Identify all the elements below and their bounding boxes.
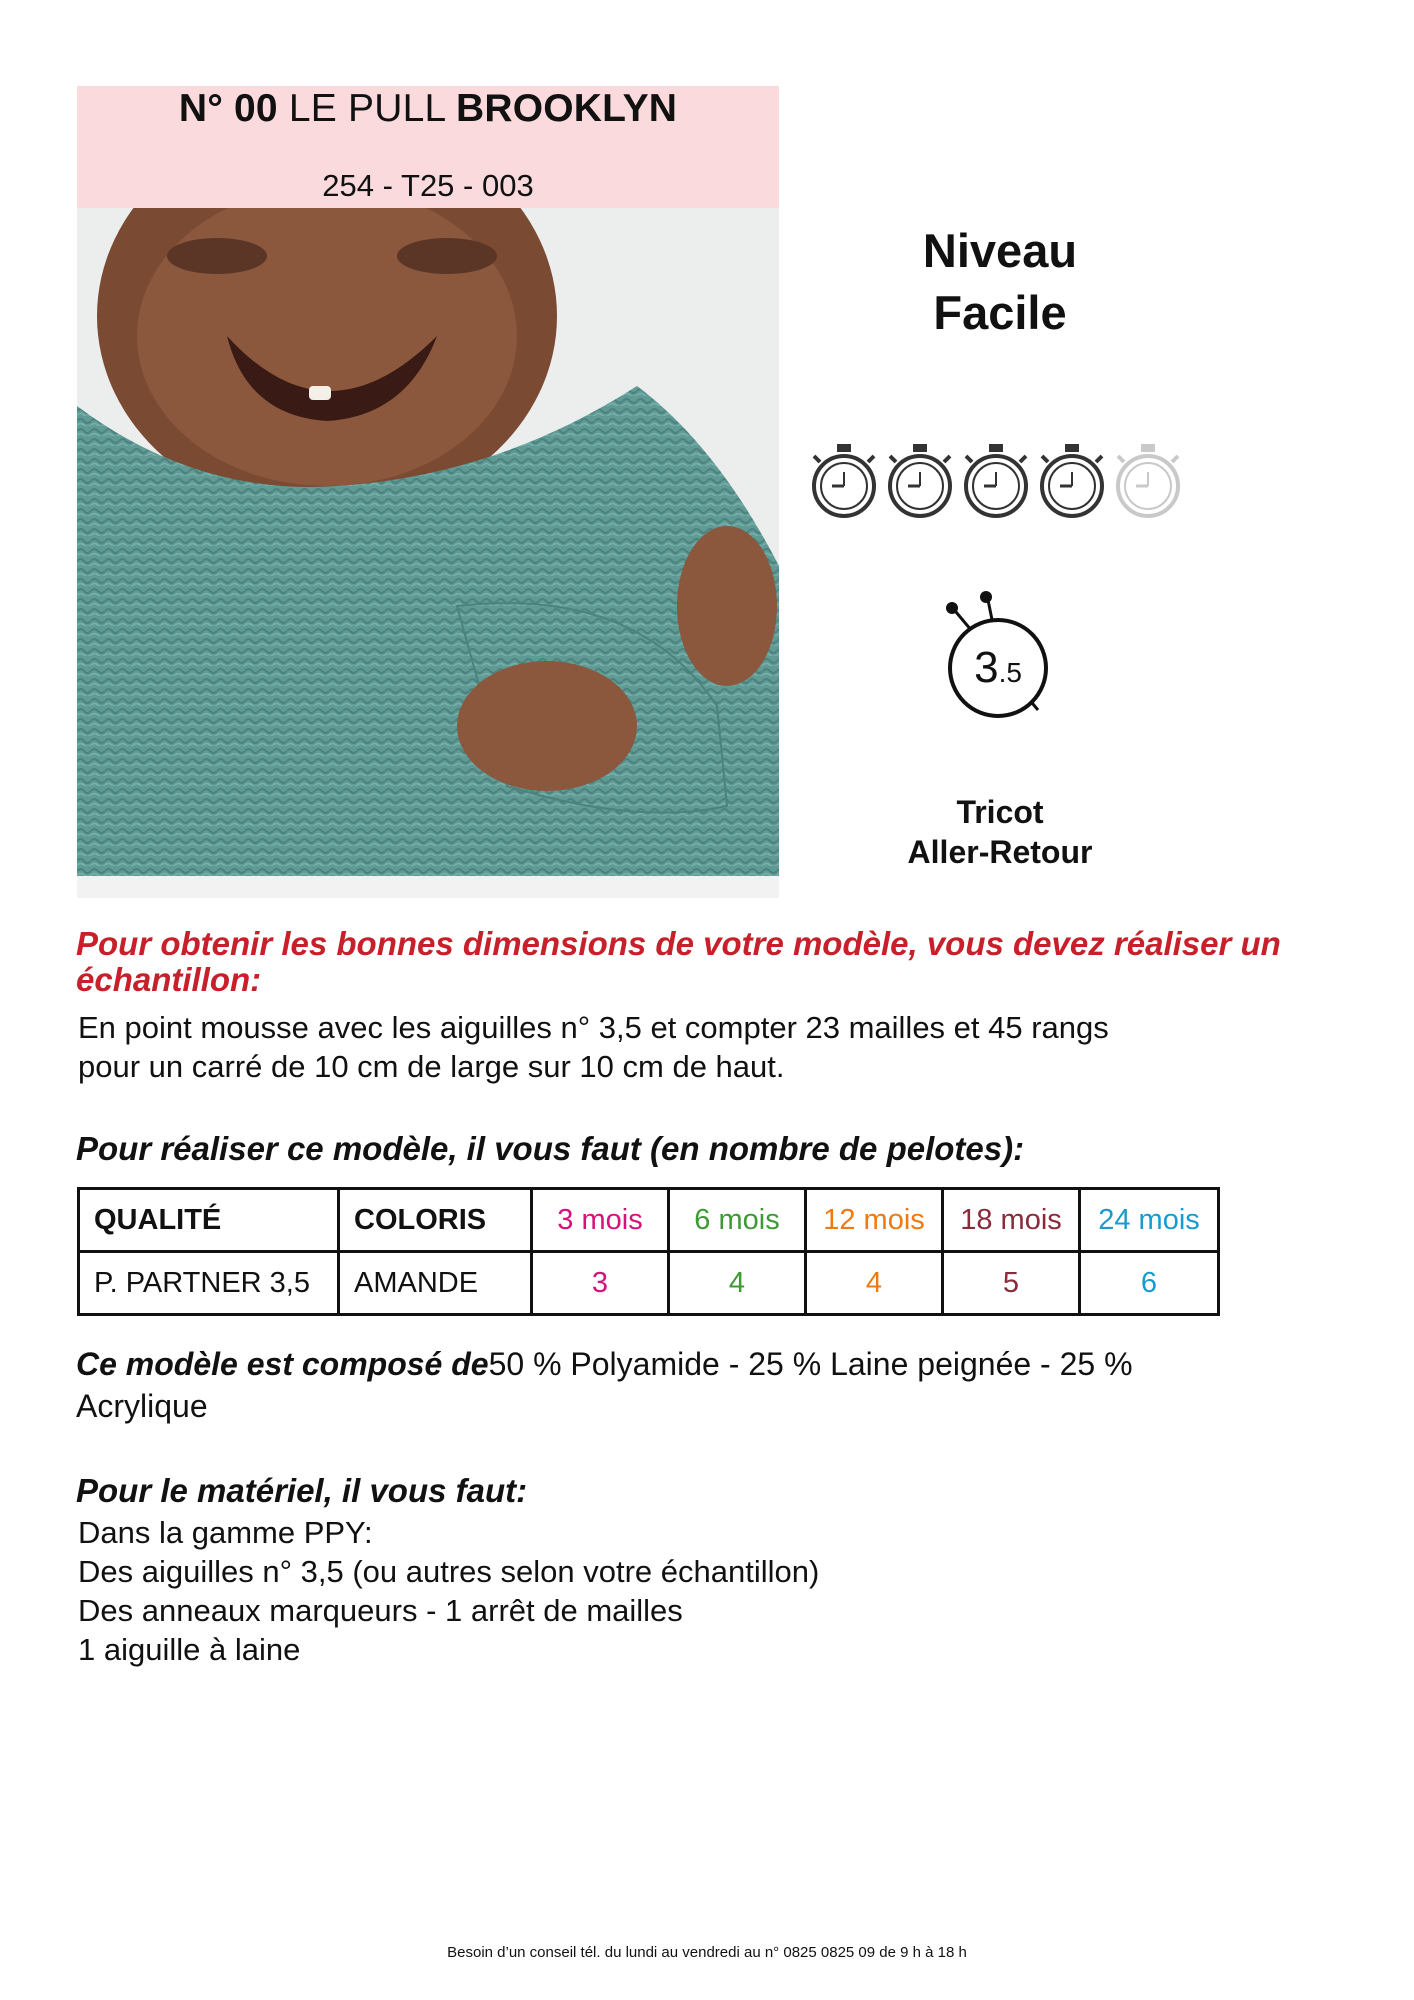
needle-size-sub: .5 [998, 657, 1022, 688]
cell-balls: 4 [806, 1252, 943, 1315]
stopwatch-icon [814, 444, 874, 516]
composition-heading: Ce modèle est composé de [76, 1346, 489, 1382]
material-list [78, 1513, 819, 1669]
difficulty-rating [804, 442, 1194, 522]
technique-line2: Aller-Retour [907, 834, 1093, 870]
yarn-table [77, 1187, 1220, 1316]
footer-help-text: Besoin d’un conseil tél. du lundi au vendredi au n° 0825 0825 09 de 9 h à 18 h [447, 1944, 967, 1961]
technique-line1: Tricot [956, 794, 1044, 830]
col-quality: QUALITÉ [79, 1189, 339, 1252]
yarn-heading: Pour réaliser ce modèle, il vous faut (en nombre de pelotes): [76, 1130, 1025, 1167]
gauge-heading: Pour obtenir les bonnes dimensions de votre modèle, vous devez réaliser un échantillon: [76, 925, 1281, 998]
col-size: 24 mois [1080, 1189, 1219, 1252]
list-item: Des anneaux marqueurs - 1 arrêt de mailles [78, 1593, 683, 1628]
level-value: Facile [933, 286, 1067, 339]
material-heading: Pour le matériel, il vous faut: [76, 1472, 528, 1509]
cell-balls: 5 [943, 1252, 1080, 1315]
stopwatch-icon [1042, 444, 1102, 516]
stopwatch-icon [890, 444, 950, 516]
table-header-row [79, 1189, 1219, 1252]
cell-color: AMANDE [339, 1252, 532, 1315]
col-size: 12 mois [806, 1189, 943, 1252]
col-size: 3 mois [532, 1189, 669, 1252]
gauge-text [78, 1008, 1338, 1086]
composition-text: 50 % Polyamide - 25 % Laine peignée - 25 % Acrylique [76, 1346, 1133, 1424]
pattern-title: N° 00 LE PULL BROOKLYN [178, 87, 678, 130]
stopwatch-icon [966, 444, 1026, 516]
difficulty-level [830, 220, 1170, 344]
level-label: Niveau [922, 224, 1078, 277]
needle-size-badge [938, 590, 1058, 730]
composition [76, 1343, 1236, 1427]
product-photo [77, 86, 779, 898]
cell-balls: 6 [1080, 1252, 1219, 1315]
needle-size-main: 3 [974, 643, 999, 692]
cell-quality: P. PARTNER 3,5 [79, 1252, 339, 1315]
col-size: 6 mois [669, 1189, 806, 1252]
gauge-text-line1: En point mousse avec les aiguilles n° 3,5 et compter 23 mailles et 45 rangs [78, 1010, 1109, 1045]
table-row [79, 1252, 1219, 1315]
col-size: 18 mois [943, 1189, 1080, 1252]
list-item: 1 aiguille à laine [78, 1632, 301, 1667]
cell-balls: 4 [669, 1252, 806, 1315]
list-item: Des aiguilles n° 3,5 (ou autres selon votre échantillon) [78, 1554, 820, 1589]
needle-ball-icon [938, 590, 1058, 730]
cell-balls: 3 [532, 1252, 669, 1315]
gauge-text-line2: pour un carré de 10 cm de large sur 10 cm de haut. [78, 1049, 785, 1084]
col-color: COLORIS [339, 1189, 532, 1252]
stopwatch-icon [1118, 444, 1178, 516]
technique [870, 792, 1130, 872]
pattern-reference: 254 - T25 - 003 [322, 168, 534, 203]
title-band [77, 86, 779, 208]
list-item: Dans la gamme PPY: [78, 1515, 373, 1550]
